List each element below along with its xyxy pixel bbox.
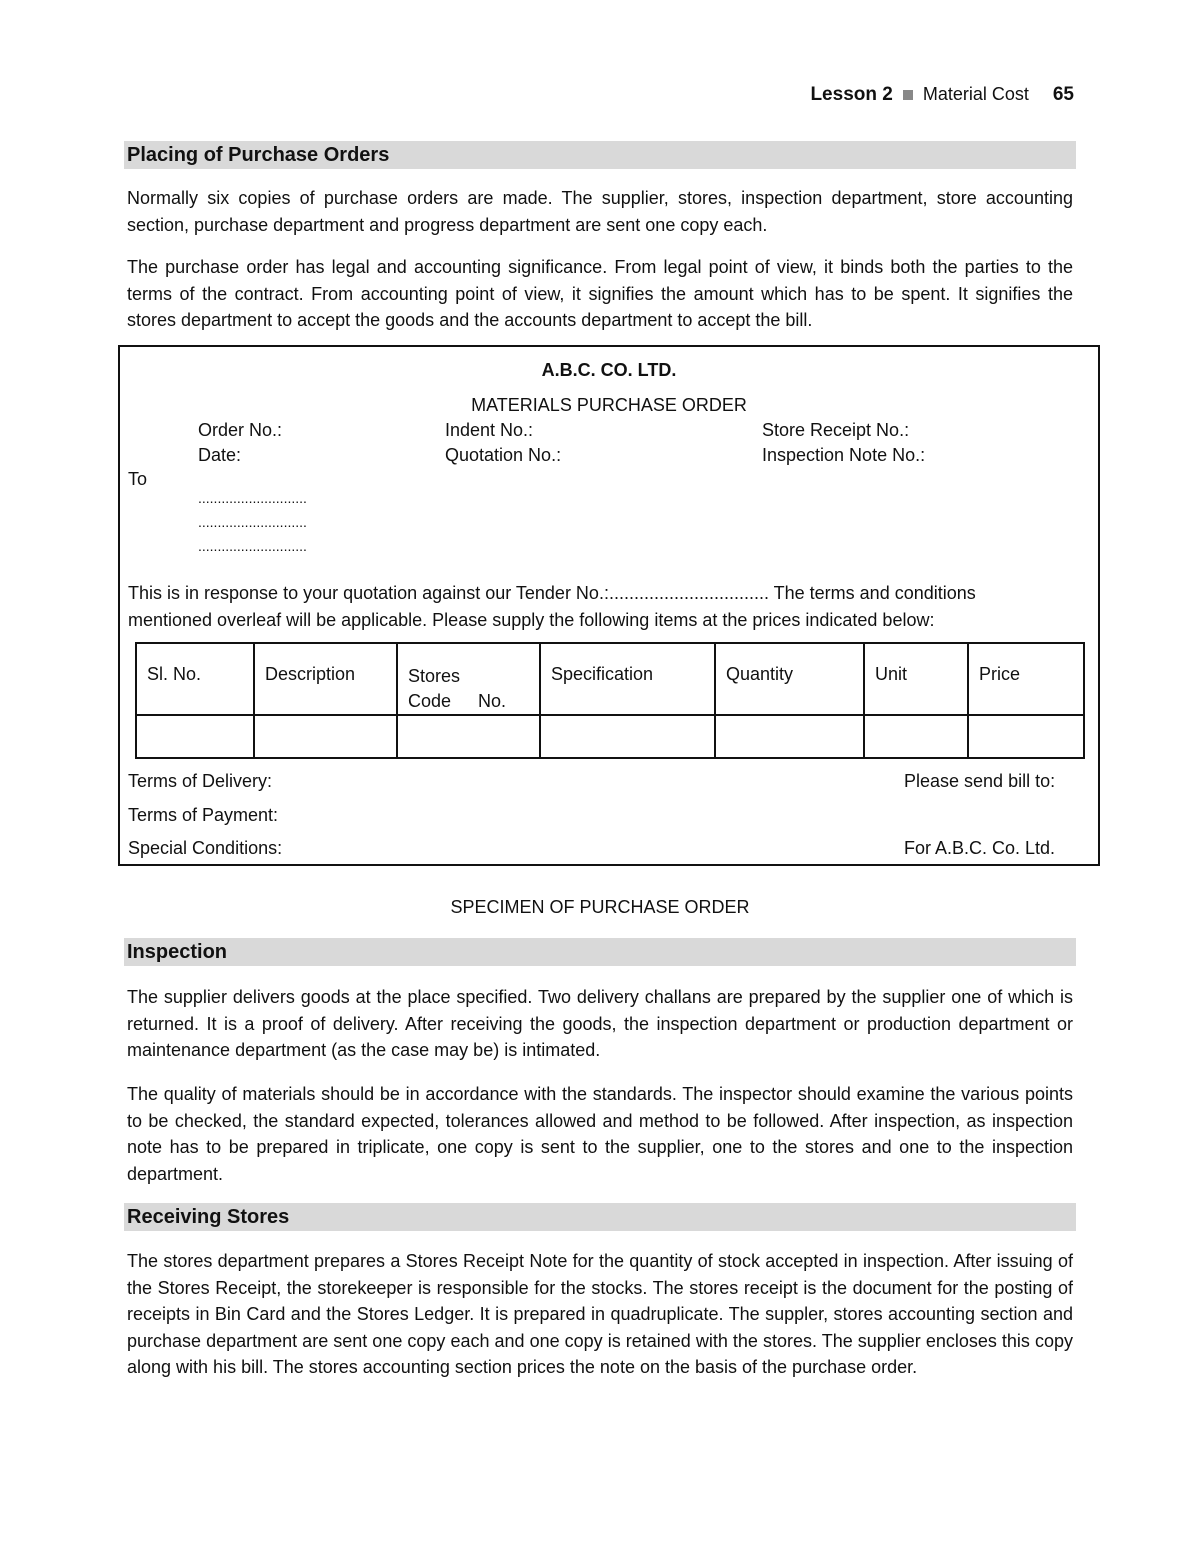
store-receipt-no-label: Store Receipt No.: [762,420,910,440]
order-no-label: Order No.: [198,420,283,440]
inspection-paragraph-1: The supplier delivers goods at the place specified. Two delivery challans are prepared by the supplier one of which is returned. It is a proof of delivery. After receiving the goods, the inspection department or production department or maintenance department (as the case may be) is intimated. [127,987,1073,1060]
purchase-order-form [118,345,1100,866]
table-header-cell: Price [968,643,1084,715]
response-text-line-1: This is in response to your quotation against our Tender No.:................................ The terms and conditions [128,583,976,603]
address-line: ............................ [198,514,307,530]
for-company-label: For A.B.C. Co. Ltd. [904,838,1056,858]
lesson-label: Lesson 2 [810,84,893,105]
receiving-paragraph-1: The stores department prepares a Stores Receipt Note for the quantity of stock accepted in inspection. After issuing of the Stores Receipt, the storekeeper is responsible for the stocks. The stores receipt is the document for the posting of receipts in Bin Card and the Stores Ledger. It is prepared in quadruplicate. The suppler, stores accounting section and purchase department are sent one copy each and one copy is retained with the stores. The supplier encloses this copy along with his bill. The stores accounting section prices the note on the basis of the purchase order. [127,1251,1073,1377]
terms-of-payment-label: Terms of Payment: [128,805,279,825]
inspection-paragraph-2: The quality of materials should be in accordance with the standards. The inspector should examine the various points to be checked, the standard expected, tolerances allowed and method to be followed. After inspection, as inspection note has to be prepared in triplicate, one copy is sent to the supplier, one to the stores and one to the inspection department. [127,1084,1073,1184]
quotation-no-label: Quotation No.: [445,445,562,465]
terms-of-delivery-label: Terms of Delivery: [128,771,273,791]
items-table [135,642,1085,759]
table-header-cell [397,643,540,715]
company-name: A.B.C. CO. LTD. [541,360,677,380]
special-conditions-label: Special Conditions: [128,838,283,858]
table-cell [968,715,1084,758]
table-cell [540,715,715,758]
topic-label: Material Cost [922,84,1029,104]
stores-code-header: Stores Code No. [408,666,507,711]
table-header-cell: Quantity [715,643,864,715]
date-label: Date: [198,445,242,465]
section-heading-placing: Placing of Purchase Orders [124,141,1076,169]
section-heading-inspection: Inspection [124,938,1076,966]
table-cell [397,715,540,758]
table-cell [136,715,254,758]
send-bill-label: Please send bill to: [904,771,1056,791]
table-header-cell: Description [254,643,397,715]
section-heading-receiving: Receiving Stores [124,1203,1076,1231]
table-header-cell: Specification [540,643,715,715]
form-title: MATERIALS PURCHASE ORDER [471,395,747,415]
table-header-row [136,643,1084,715]
to-label: To [128,469,148,489]
table-header-cell: Sl. No. [136,643,254,715]
address-line: ............................ [198,538,307,554]
response-text-line-2: mentioned overleaf will be applicable. Please supply the following items at the prices indicated below: [128,610,935,630]
address-line: ............................ [198,490,307,506]
table-row [136,715,1084,758]
square-bullet-icon [903,90,913,100]
inspection-note-no-label: Inspection Note No.: [762,445,926,465]
page-number: 65 [1052,84,1074,105]
indent-no-label: Indent No.: [445,420,534,440]
placing-paragraph-1: Normally six copies of purchase orders are made. The supplier, stores, inspection department, store accounting section, purchase department and progress department are sent one copy each. [127,188,1073,235]
placing-paragraph-2: The purchase order has legal and accounting significance. From legal point of view, it binds both the parties to the terms of the contract. From accounting point of view, it signifies the amount which has to be spent. It signifies the stores department to accept the goods and the accounts department to accept the bill. [127,257,1073,330]
table-cell [864,715,968,758]
running-header [810,84,1074,106]
figure-caption: SPECIMEN OF PURCHASE ORDER [450,897,750,917]
table-cell [254,715,397,758]
table-header-cell: Unit [864,643,968,715]
table-cell [715,715,864,758]
